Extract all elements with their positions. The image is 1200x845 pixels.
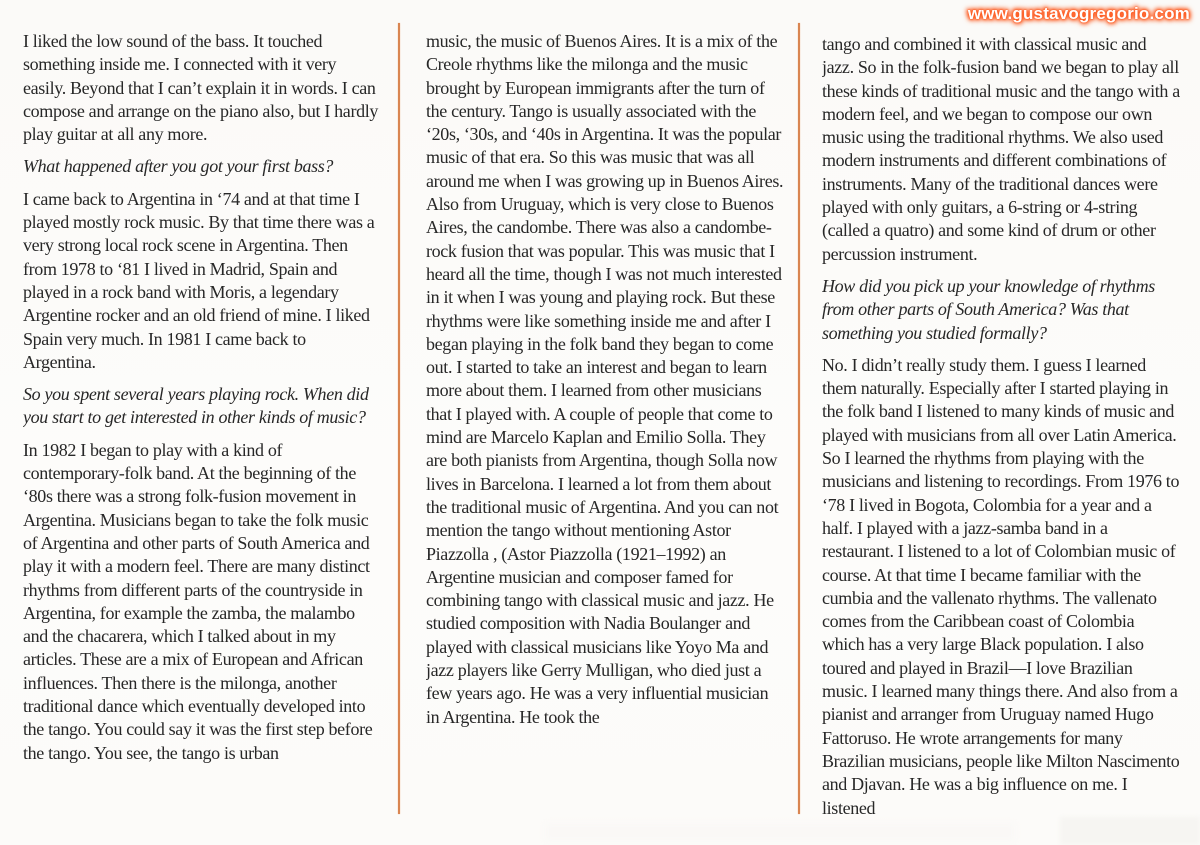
interview-answer: I came back to Argentina in ‘74 and at that time I played mostly rock music. By that time there was a very strong local rock scene in Argentina. Then from 1978 to ‘81 I lived in Madrid, Spain and played in a rock band with Moris, a legendary Argentine rocker and an old friend of mine. I liked Spain very much. In 1981 I came back to Argentina. <box>23 188 375 372</box>
interview-answer: I liked the low sound of the bass. It touched something inside me. I connected with it very easily. Beyond that I can’t explain it in words. I can compose and arrange on the piano also, but I hardly play guitar at all any more. <box>23 31 379 145</box>
column-divider <box>798 23 800 814</box>
interview-answer: music, the music of Buenos Aires. It is a mix of the Creole rhythms like the milonga and the music brought by European immigrants after the turn of the century. Tango is usually associated with the ‘20s, ‘30s, and ‘40s in Argentina. It was the popular music of that era. So this was music that was all around me when I was growing up in Buenos Aires. Also from Uruguay, which is very close to Buenos Aires, the candombe. There was also a candombe-rock fusion that was popular. This was music that I heard all the time, though I was not much interested in it when I was young and playing rock. But these rhythms were like something inside me and after I began playing in the folk band they began to come out. I started to take an interest and began to learn more about them. I learned from other musicians that I played with. A couple of people that come to mind are Marcelo Kaplan and Emilio Solla. They are both pianists from Argentina, though Solla now lives in Barcelona. I learned a lot from them about the traditional music of Argentina. And you can not mention the tango without mentioning Astor Piazzolla , (Astor Piazzolla (1921–1992) an Argentine musician and composer famed for combining tango with classical music and jazz. He studied composition with Nadia Boulanger and played with classical musicians like Yoyo Ma and jazz players like Gerry Mulligan, who died just a few years ago. He was a very influential musician in Argentina. He took the <box>426 31 784 727</box>
text-column-1 <box>23 30 381 834</box>
interview-answer: No. I didn’t really study them. I guess I learned them naturally. Especially after I started playing in the folk band I listened to many kinds of music and played with musicians from all over Latin America. So I learned the rhythms from playing with the musicians and listening to recordings. From 1976 to ‘78 I lived in Bogota, Colombia for a year and a half. I played with a jazz-samba band in a restaurant. I listened to a lot of Colombian music of course. At that time I became familiar with the cumbia and the vallenato rhythms. The vallenato comes from the Caribbean coast of Colombia which has a very large Black population. I also toured and played in Brazil—I love Brazilian music. I learned many things there. And also from a pianist and arranger from Uruguay named Hugo Fattoruso. He wrote arrangements for many Brazilian musicians, people like Milton Nascimento and Djavan. He was a big influence on me. I listened <box>822 354 1180 818</box>
site-watermark: www.gustavogregorio.com <box>967 4 1190 23</box>
interview-question: How did you pick up your knowledge of rhythms from other parts of South America? Was that something you studied formally? <box>822 275 1155 343</box>
text-column-3 <box>822 33 1180 837</box>
text-column-2 <box>426 30 784 834</box>
interview-question: So you spent several years playing rock. When did you start to get interested in other kinds of music? <box>23 384 369 428</box>
interview-answer: In 1982 I began to play with a kind of contemporary-folk band. At the beginning of the ‘80s there was a strong folk-fusion movement in Argentina. Musicians began to take the folk music of Argentina and other parts of South America and play it with a modern feel. There are many distinct rhythms from different parts of the countryside in Argentina, for example the zamba, the malambo and the chacarera, which I talked about in my articles. These are a mix of European and African influences. Then there is the milonga, another traditional dance which eventually developed into the tango. You could say it was the first step before the tango. You see, the tango is urban <box>23 439 373 763</box>
interview-answer: tango and combined it with classical music and jazz. So in the folk-fusion band we began to play all these kinds of traditional music and the tango with a modern feel, and we began to compose our own music using the traditional rhythms. We also used modern instruments and different combinations of instruments. Many of the traditional dances were played with only guitars, a 6-string or 4-string (called a quatro) and some kind of drum or other percussion instrument. <box>822 34 1180 264</box>
column-divider <box>398 23 400 814</box>
interview-question: What happened after you got your first bass? <box>23 156 334 177</box>
